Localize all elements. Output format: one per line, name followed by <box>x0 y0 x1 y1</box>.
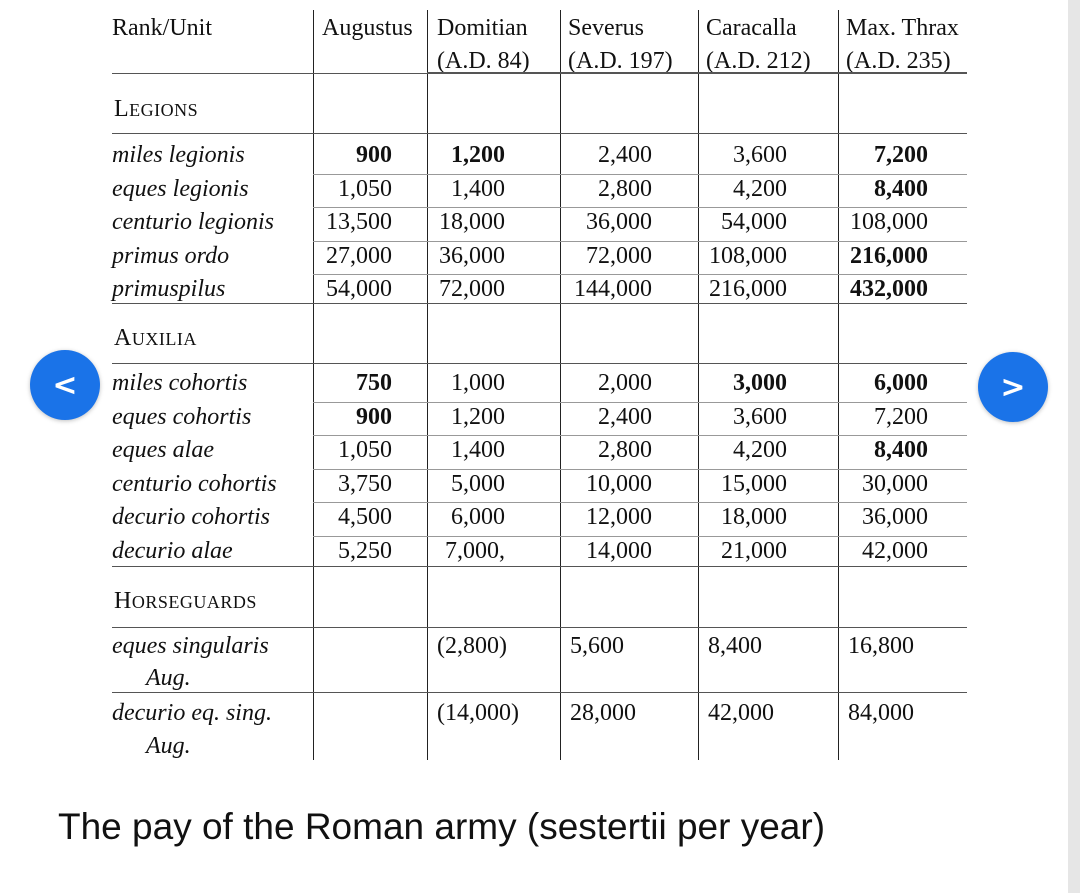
rank-name: primuspilus <box>112 276 226 302</box>
section-end-rule <box>112 303 967 304</box>
rank-name: eques singularis <box>112 633 269 659</box>
column-header: Severus <box>568 15 644 41</box>
section-label-initial: H <box>114 588 132 614</box>
pay-value: (14,000) <box>437 700 519 726</box>
rank-name: miles cohortis <box>112 370 248 396</box>
pay-value: 2,800 <box>598 175 652 202</box>
pay-value: 16,800 <box>848 633 914 659</box>
pay-value: 72,000 <box>439 276 505 302</box>
pay-value: 84,000 <box>848 700 914 726</box>
pay-value: 216,000 <box>850 242 928 269</box>
pay-value: 900 <box>356 403 392 430</box>
pay-value: 42,000 <box>862 538 928 564</box>
pay-value: 18,000 <box>721 504 787 531</box>
pay-value: 36,000 <box>586 209 652 235</box>
section-label-rest: ORSEGUARDS <box>131 592 257 612</box>
previous-image-button[interactable] <box>30 350 100 420</box>
pay-value: 4,200 <box>733 437 787 464</box>
pay-value: 1,000 <box>451 370 505 396</box>
rank-name: centurio legionis <box>112 209 274 235</box>
pay-value: 5,250 <box>338 538 392 564</box>
column-header-era: (A.D. 84) <box>437 48 530 74</box>
pay-value: 8,400 <box>874 437 928 464</box>
column-header: Rank/Unit <box>112 15 212 41</box>
section-label <box>114 326 197 350</box>
pay-value: 3,600 <box>733 403 787 430</box>
row-rule <box>313 174 967 175</box>
pay-value: 2,800 <box>598 437 652 464</box>
pay-value: 108,000 <box>850 209 928 235</box>
row-rule <box>112 692 967 693</box>
rank-name: eques cohortis <box>112 403 252 430</box>
pay-value: 8,400 <box>874 175 928 202</box>
pay-value: 432,000 <box>850 276 928 302</box>
pay-value: 6,000 <box>451 504 505 531</box>
column-header: Caracalla <box>706 15 797 41</box>
pay-value: 27,000 <box>326 242 392 269</box>
pay-value: 28,000 <box>570 700 636 726</box>
column-divider <box>560 10 561 760</box>
image-caption: The pay of the Roman army (sestertii per year) <box>58 806 826 847</box>
scrollbar-track[interactable] <box>1068 0 1080 893</box>
pay-value: 15,000 <box>721 470 787 497</box>
column-header-era: (A.D. 212) <box>706 48 811 74</box>
pay-value: 6,000 <box>874 370 928 396</box>
pay-value: 42,000 <box>708 700 774 726</box>
pay-value: 18,000 <box>439 209 505 235</box>
pay-value: 7,200 <box>874 142 928 168</box>
pay-value: 5,600 <box>570 633 624 659</box>
row-rule <box>313 207 967 208</box>
pay-value: 7,000, <box>445 538 505 564</box>
pay-value: 72,000 <box>586 242 652 269</box>
chevron-left-icon: < <box>52 367 78 403</box>
column-header-era: (A.D. 235) <box>846 48 951 74</box>
section-label-rest: EGIONS <box>129 100 199 120</box>
pay-value: 144,000 <box>574 276 652 302</box>
rank-name-continuation: Aug. <box>146 733 191 759</box>
rank-name: primus ordo <box>112 242 230 269</box>
column-divider <box>698 10 699 760</box>
rank-name: centurio cohortis <box>112 470 277 497</box>
row-rule <box>313 536 967 537</box>
pay-value: 5,000 <box>451 470 505 497</box>
pay-value: 108,000 <box>709 242 787 269</box>
pay-value: 8,400 <box>708 633 762 659</box>
rank-name: decurio alae <box>112 538 233 564</box>
pay-value: 2,000 <box>598 370 652 396</box>
column-divider <box>427 10 428 760</box>
pay-value: 3,600 <box>733 142 787 168</box>
pay-value: 4,200 <box>733 175 787 202</box>
row-rule <box>313 469 967 470</box>
section-rule <box>112 363 967 364</box>
pay-value: 4,500 <box>338 504 392 531</box>
column-header: Domitian <box>437 15 528 41</box>
pay-value: 7,200 <box>874 403 928 430</box>
section-label-rest: UXILIA <box>131 329 197 349</box>
pay-value: 14,000 <box>586 538 652 564</box>
rank-name: eques legionis <box>112 175 249 202</box>
section-rule <box>112 133 967 134</box>
section-label <box>114 589 257 613</box>
pay-value: 900 <box>356 142 392 168</box>
pay-value: 12,000 <box>586 504 652 531</box>
column-divider <box>313 10 314 760</box>
pay-value: 1,400 <box>451 175 505 202</box>
rank-name-continuation: Aug. <box>146 665 191 691</box>
pay-value: 10,000 <box>586 470 652 497</box>
row-rule <box>313 435 967 436</box>
rank-name: decurio eq. sing. <box>112 700 272 726</box>
column-header: Augustus <box>322 15 413 41</box>
column-header: Max. Thrax <box>846 15 959 41</box>
pay-value: 216,000 <box>709 276 787 302</box>
rank-name: miles legionis <box>112 142 245 168</box>
pay-value: (2,800) <box>437 633 507 659</box>
pay-value: 1,200 <box>451 142 505 168</box>
column-divider <box>838 10 839 760</box>
pay-value: 3,750 <box>338 470 392 497</box>
section-label <box>114 97 198 121</box>
pay-value: 1,200 <box>451 403 505 430</box>
pay-value: 54,000 <box>326 276 392 302</box>
pay-value: 13,500 <box>326 209 392 235</box>
column-header-era: (A.D. 197) <box>568 48 673 74</box>
next-image-button[interactable] <box>978 352 1048 422</box>
row-rule <box>313 241 967 242</box>
row-rule <box>313 274 967 275</box>
pay-value: 2,400 <box>598 403 652 430</box>
pay-value: 36,000 <box>439 242 505 269</box>
pay-value: 1,050 <box>338 437 392 464</box>
section-label-initial: L <box>114 96 130 122</box>
pay-value: 1,050 <box>338 175 392 202</box>
header-rule <box>112 73 967 74</box>
pay-value: 21,000 <box>721 538 787 564</box>
pay-value: 1,400 <box>451 437 505 464</box>
section-end-rule <box>112 566 967 567</box>
rank-name: decurio cohortis <box>112 504 270 531</box>
pay-value: 2,400 <box>598 142 652 168</box>
section-label-initial: A <box>114 325 132 351</box>
row-rule <box>313 402 967 403</box>
pay-value: 54,000 <box>721 209 787 235</box>
pay-value: 30,000 <box>862 470 928 497</box>
chevron-right-icon: > <box>1000 369 1026 405</box>
pay-value: 3,000 <box>733 370 787 396</box>
pay-value: 750 <box>356 370 392 396</box>
section-rule <box>112 627 967 628</box>
pay-value: 36,000 <box>862 504 928 531</box>
row-rule <box>313 502 967 503</box>
rank-name: eques alae <box>112 437 214 464</box>
